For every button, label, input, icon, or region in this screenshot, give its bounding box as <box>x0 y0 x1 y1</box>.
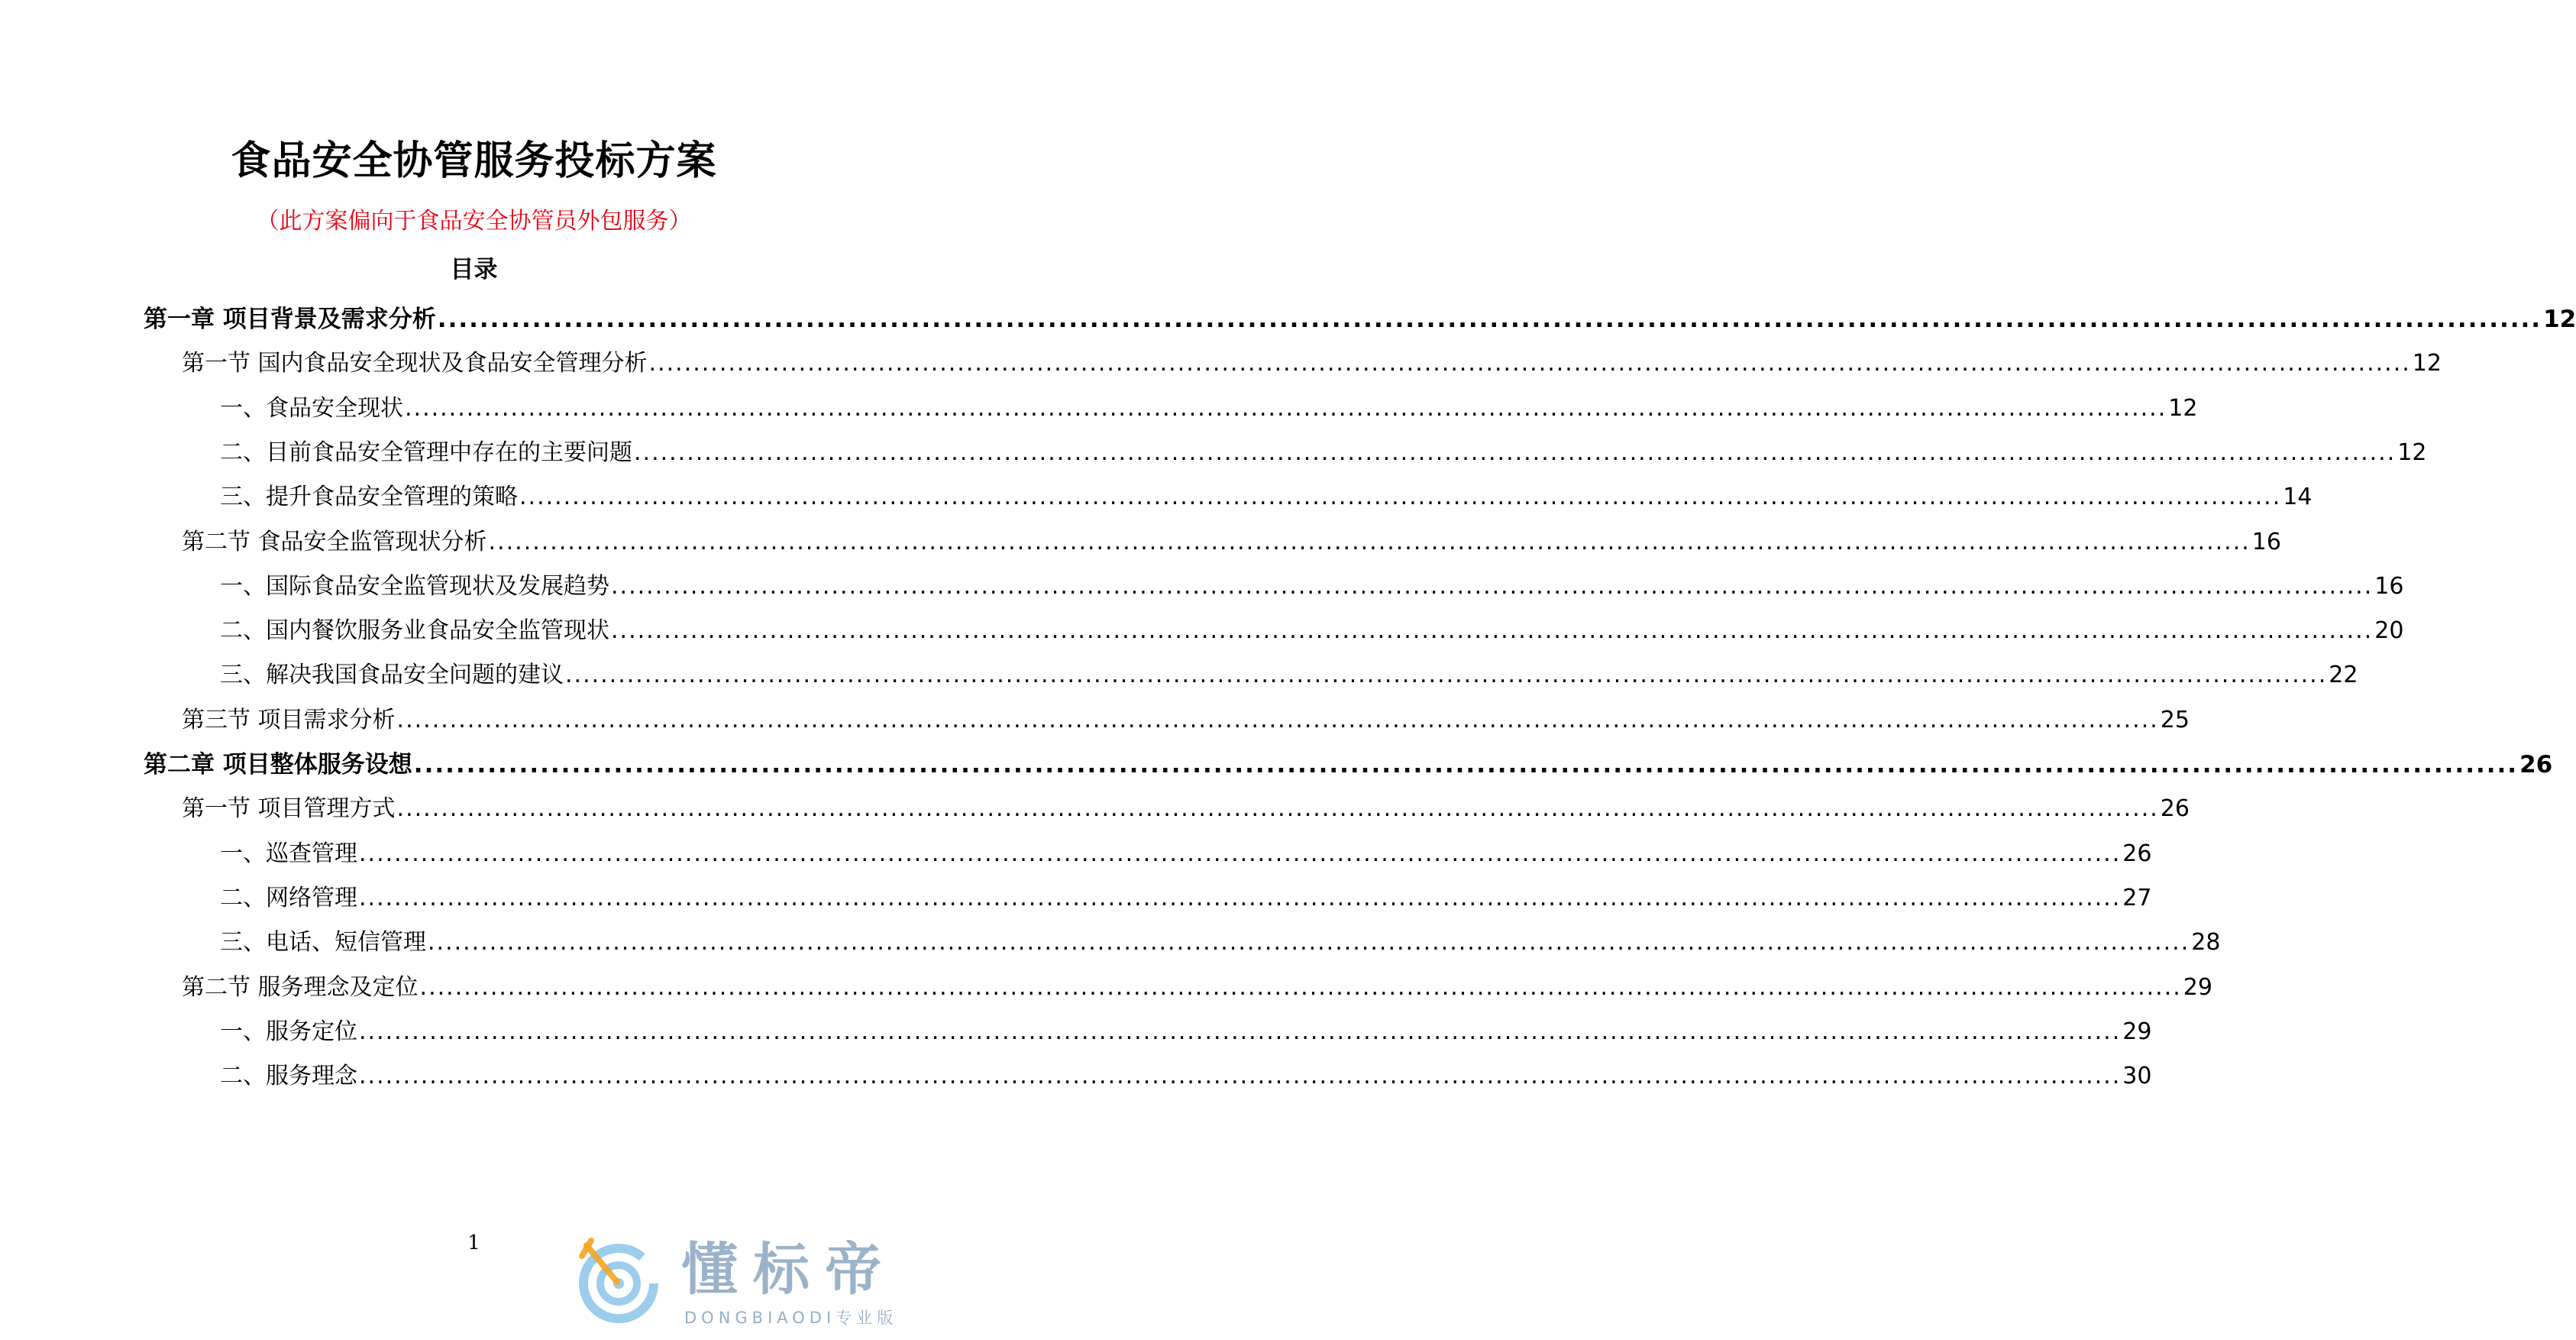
toc-entry-page: 26 <box>2160 795 2190 823</box>
toc-entry-page: 16 <box>2251 528 2281 555</box>
toc-entry-label: 二、国内餐饮服务业食品安全监管现状 <box>220 617 609 645</box>
toc-entry-page: 26 <box>2519 751 2553 778</box>
toc-entry-page: 27 <box>2122 884 2152 911</box>
toc-entry-label: 三、电话、短信管理 <box>220 929 426 956</box>
toc-entry[interactable] <box>182 347 2442 380</box>
watermark-subtext: DONGBIAODI专业版 <box>684 1309 898 1327</box>
toc-entry-page: 25 <box>2160 706 2190 733</box>
toc-dot-leader: ........................................................................................................................................................................................................ <box>488 528 2251 555</box>
toc-entry[interactable] <box>220 614 2404 648</box>
toc-entry-page: 26 <box>2122 840 2152 867</box>
toc-entry-page: 14 <box>2283 484 2313 511</box>
toc-dot-leader: ........................................................................................................................................................................................................ <box>419 973 2182 1001</box>
toc-entry-label: 一、国际食品安全监管现状及发展趋势 <box>220 572 609 600</box>
toc-entry-label: 一、服务定位 <box>220 1018 357 1045</box>
toc-entry[interactable] <box>220 659 2358 692</box>
toc-entry[interactable] <box>182 971 2212 1005</box>
toc-entry-page: 12 <box>2412 350 2442 377</box>
document-title: 食品安全协管服务投标方案 <box>231 138 717 184</box>
toc-entry[interactable] <box>182 792 2190 826</box>
toc-entry-label: 第二节 服务理念及定位 <box>182 973 419 1001</box>
toc-dot-leader: ........................................................................................................................................................................................................ <box>405 394 2167 422</box>
toc-entry[interactable] <box>220 436 2427 470</box>
toc-entry[interactable] <box>144 748 2553 782</box>
toc-entry-label: 第二章 项目整体服务设想 <box>144 751 412 778</box>
toc-dot-leader: ........................................................................................................................................................................................................ <box>359 1018 2122 1045</box>
toc-dot-leader: ........................................................................................................................................................................................................ <box>359 884 2122 911</box>
toc-entry-page: 29 <box>2183 973 2212 1001</box>
toc-entry-label: 第二节 食品安全监管现状分析 <box>182 528 487 555</box>
toc-entry-page: 12 <box>2543 306 2576 333</box>
toc-dot-leader: ........................................................................................................................................................................................................ <box>413 751 2519 778</box>
toc-dot-leader: ........................................................................................................................................................................................................ <box>396 706 2159 733</box>
toc-dot-leader: ........................................................................................................................................................................................................ <box>611 572 2374 600</box>
toc-entry[interactable] <box>220 392 2198 426</box>
watermark <box>565 1222 932 1329</box>
toc-entry-page: 22 <box>2329 662 2358 689</box>
toc-entry-label: 第一节 国内食品安全现状及食品安全管理分析 <box>182 350 648 377</box>
toc-entry-page: 12 <box>2168 394 2198 422</box>
toc-dot-leader: ........................................................................................................................................................................................................ <box>437 306 2542 333</box>
toc-entry[interactable] <box>182 704 2190 737</box>
toc-dot-leader: ........................................................................................................................................................................................................ <box>396 795 2159 823</box>
page-number: 1 <box>467 1232 480 1254</box>
toc-heading: 目录 <box>450 256 498 283</box>
toc-entry-page: 30 <box>2122 1063 2152 1090</box>
document-subtitle: （此方案偏向于食品安全协管员外包服务） <box>256 208 692 235</box>
toc-entry-page: 28 <box>2191 929 2221 956</box>
toc-entry-label: 第一章 项目背景及需求分析 <box>144 306 436 333</box>
toc-dot-leader: ........................................................................................................................................................................................................ <box>611 617 2374 645</box>
toc-entry-label: 二、目前食品安全管理中存在的主要问题 <box>220 439 632 466</box>
toc-entry-label: 第三节 项目需求分析 <box>182 706 396 733</box>
toc-entry[interactable] <box>182 526 2281 559</box>
toc-entry[interactable] <box>220 837 2152 871</box>
toc-entry[interactable] <box>144 303 2576 336</box>
toc-entry[interactable] <box>220 926 2221 960</box>
toc-entry-label: 第一节 项目管理方式 <box>182 795 396 823</box>
toc-dot-leader: ........................................................................................................................................................................................................ <box>565 662 2328 689</box>
toc-entry-page: 12 <box>2397 439 2427 466</box>
toc-entry-label: 二、网络管理 <box>220 884 357 911</box>
toc-entry[interactable] <box>220 481 2313 514</box>
toc-dot-leader: ........................................................................................................................................................................................................ <box>519 484 2282 511</box>
toc-dot-leader: ........................................................................................................................................................................................................ <box>428 929 2190 956</box>
toc-entry[interactable] <box>220 570 2404 604</box>
toc-entry-page: 20 <box>2374 617 2404 645</box>
toc-entry-label: 一、巡查管理 <box>220 840 357 867</box>
target-arrow-icon <box>571 1233 663 1325</box>
toc-dot-leader: ........................................................................................................................................................................................................ <box>648 350 2411 377</box>
toc-entry-page: 29 <box>2122 1018 2152 1045</box>
toc-dot-leader: ........................................................................................................................................................................................................ <box>634 439 2397 466</box>
toc-entry-label: 三、解决我国食品安全问题的建议 <box>220 662 564 689</box>
toc-entry-label: 三、提升食品安全管理的策略 <box>220 484 518 511</box>
toc-entry-label: 一、食品安全现状 <box>220 394 403 422</box>
toc-entry-page: 16 <box>2374 572 2404 600</box>
toc-dot-leader: ........................................................................................................................................................................................................ <box>359 1063 2122 1090</box>
watermark-brand: 懂标帝 <box>681 1237 897 1303</box>
toc-entry-label: 二、服务理念 <box>220 1063 357 1090</box>
toc-entry[interactable] <box>220 1060 2152 1093</box>
toc-entry[interactable] <box>220 1015 2152 1049</box>
toc-entry[interactable] <box>220 882 2152 915</box>
toc-dot-leader: ........................................................................................................................................................................................................ <box>359 840 2122 867</box>
